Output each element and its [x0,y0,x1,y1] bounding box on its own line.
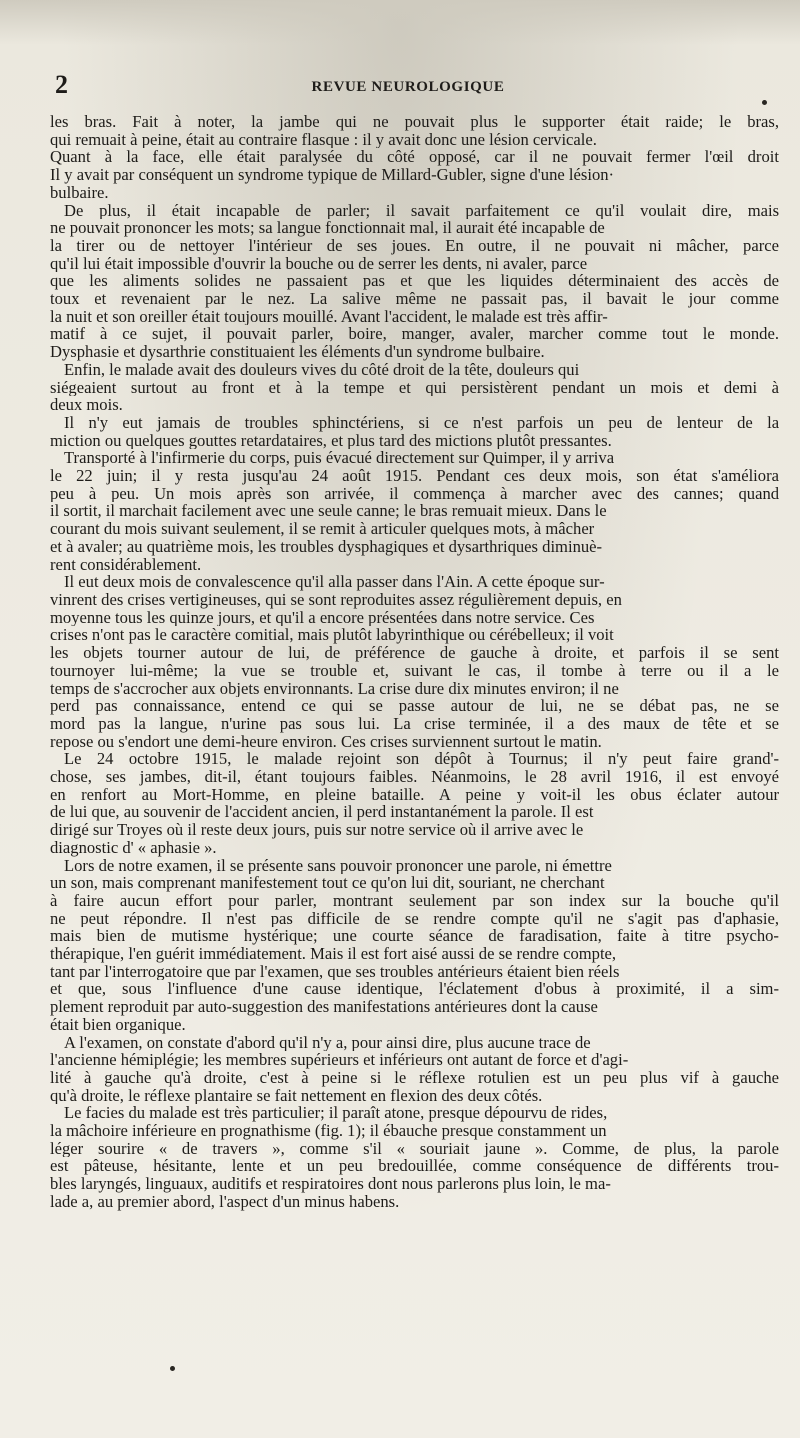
text-line: repose ou s'endort une demi-heure environ. Ces crises surviennent surtout le matin. [50,732,602,751]
page-number: 2 [55,70,68,99]
text-line: lité à gauche qu'à droite, c'est à peine si le réflexe rotulien est un peu plus vif à gauche [50,1068,779,1087]
article-body [50,113,779,1211]
page-header [48,70,768,100]
text-line: léger sourire « de travers », comme s'il « souriait jaune ». Comme, de plus, la parole [50,1139,779,1158]
text-line: ne pouvait prononcer les mots; sa langue fonctionnait mal, il aurait été incapable de [50,219,605,237]
scan-shadow [0,0,800,45]
text-line: deux mois. [50,396,123,414]
text-line: la mâchoire inférieure en prognathisme (fig. 1); il ébauche presque constamment un [50,1122,607,1140]
text-line: dirigé sur Troyes où il reste deux jours, puis sur notre service où il arrive avec le [50,821,584,839]
text-line: en renfort au Mort-Homme, en pleine bataille. A peine y voit-il les obus éclater autour [50,785,779,804]
text-line: ne peut répondre. Il n'est pas difficile de se rendre compte qu'il ne s'agit pas d'aphasie, [50,909,779,928]
text-line: un son, mais comprenant manifestement tout ce qu'on lui dit, souriant, ne cherchant [50,874,605,892]
text-line: bulbaire. [50,183,109,202]
text-line: Il n'y eut jamais de troubles sphinctériens, si ce n'est parfois un peu de lenteur de la [64,413,779,432]
text-line: De plus, il était incapable de parler; il savait parfaitement ce qu'il voulait dire, mais [64,201,779,220]
text-line: qu'il lui était impossible d'ouvrir la bouche ou de serrer les dents, ni avaler, parce [50,254,588,273]
text-line: le 22 juin; il y resta jusqu'au 24 août 1915. Pendant ces deux mois, son état s'améliora [50,467,779,485]
text-line: A l'examen, on constate d'abord qu'il n'y a, pour ainsi dire, plus aucune trace de [64,1033,591,1052]
text-line: Le 24 octobre 1915, le malade rejoint son dépôt à Tournus; il n'y peut faire grand'- [64,750,779,769]
text-line: de lui que, au souvenir de l'accident ancien, il perd instantanément la parole. Il est [50,803,594,822]
text-line: vinrent des crises vertigineuses, qui se sont reproduites assez régulièrement depuis, en [50,590,622,609]
text-line: et à avaler; au quatrième mois, les troubles dysphagiques et dysarthriques diminuè- [50,537,603,556]
text-line: Quant à la face, elle était paralysée du côté opposé, car il ne pouvait fermer l'œil droit [50,148,779,167]
text-line: toux et revenaient par le nez. La salive même ne passait pas, il bavait le jour comme [50,290,779,308]
text-line: thérapique, l'en guérit immédiatement. Mais il est fort aisé aussi de se rendre compte, [50,945,617,963]
text-line: miction ou quelques gouttes retardataires, et plus tard des mictions plutôt pressantes. [50,431,612,450]
text-line: tournoyer lui-même; la vue se trouble et, suivant le cas, il tombe à terre ou il a le [50,661,779,680]
text-line: bles laryngés, linguaux, auditifs et respiratoires dont nous parlerons plus loin, le ma- [50,1175,611,1193]
text-line: moyenne tous les quinze jours, et qu'il a encore présentées dans notre service. Ces [50,608,595,627]
text-line: qui remuait à peine, était au contraire flasque : il y avait donc une lésion cervicale. [50,130,597,149]
text-line: il sortit, il marchait facilement avec une seule canne; le bras remuait mieux. Dans le [50,502,607,521]
running-head: REVUE NEUROLOGIQUE [311,79,505,95]
text-line: peu à peu. Un mois après son arrivée, il commença à marcher avec des cannes; quand [50,484,779,503]
text-line: rent considérablement. [50,555,202,574]
text-line: perd pas connaissance, entend ce qui se passe autour de lui, ne se débat pas, ne se [50,697,779,715]
text-line: mais bien de mutisme hystérique; une courte séance de faradisation, faite à titre psycho- [50,927,779,946]
text-line: crises n'ont pas le caractère comitial, mais plutôt labyrinthique ou cérébelleux; il voit [50,626,614,645]
text-line: Transporté à l'infirmerie du corps, puis évacué directement sur Quimper, il y arriva [64,449,615,468]
text-line: l'ancienne hémiplégie; les membres supérieurs et inférieurs ont autant de force et d'agi- [50,1051,629,1069]
text-line: Il y avait par conséquent un syndrome typique de Millard-Gubler, signe d'une lésion· [50,166,615,184]
text-line: Enfin, le malade avait des douleurs vives du côté droit de la tête, douleurs qui [64,360,580,379]
print-speck [170,1366,175,1371]
text-line: Le facies du malade est très particulier; il paraît atone, presque dépourvu de rides, [64,1104,608,1123]
text-line: à faire aucun effort pour parler, montrant seulement par son index sur la bouche qu'il [50,891,779,910]
text-line: plement reproduit par auto-suggestion des manifestations antérieures dont la cause [50,998,598,1016]
text-line: temps de s'accrocher aux objets environnants. La crise dure dix minutes environ; il ne [50,679,619,698]
text-line: mord pas la langue, n'urine pas sous lui. La crise terminée, il a des maux de tête et se [50,714,779,733]
text-line: Lors de notre examen, il se présente sans pouvoir prononcer une parole, ni émettre [64,856,612,875]
text-line: Dysphasie et dysarthrie constituaient les éléments d'un syndrome bulbaire. [50,343,545,361]
print-speck [762,100,767,105]
text-line: siégeaient surtout au front et à la tempe et qui persistèrent pendant un mois et demi à [50,378,779,397]
text-line: matif à ce sujet, il pouvait parler, boire, manger, avaler, marcher comme tout le monde. [50,325,779,344]
text-line: les objets tourner autour de lui, de préférence de gauche à droite, et parfois il se sent [50,644,779,662]
text-line: la tirer ou de nettoyer l'intérieur de ses joues. En outre, il ne pouvait ni mâcher, parce [50,236,779,255]
text-line: et que, sous l'influence d'une cause identique, l'éclatement d'obus à proximité, il a sim- [50,980,779,999]
text-line: est pâteuse, hésitante, lente et un peu bredouillée, comme conséquence de différents trou- [50,1157,779,1176]
text-line: qu'à droite, le réflexe plantaire se fait nettement en flexion des deux côtés. [50,1086,543,1105]
text-line: tant par l'interrogatoire que par l'examen, que ses troubles antérieurs étaient bien réels [50,962,620,981]
text-line: que les aliments solides ne passaient pas et que les liquides déterminaient des accès de [50,272,779,291]
text-line: la nuit et son oreiller était toujours mouillé. Avant l'accident, le malade est très affir- [50,307,608,326]
text-line: lade a, au premier abord, l'aspect d'un minus habens. [50,1192,400,1211]
text-line: diagnostic d' « aphasie ». [50,838,217,857]
text-line: Il eut deux mois de convalescence qu'il alla passer dans l'Ain. A cette époque sur- [64,573,605,591]
text-line: courant du mois suivant seulement, il se remit à articuler quelques mots, à mâcher [50,520,595,538]
text-line: chose, ses jambes, dit-il, étant toujours faibles. Néanmoins, le 28 avril 1916, il est envoyé [50,768,779,786]
text-line: les bras. Fait à noter, la jambe qui ne pouvait plus le supporter était raide; le bras, [50,113,779,131]
text-line: était bien organique. [50,1015,186,1034]
